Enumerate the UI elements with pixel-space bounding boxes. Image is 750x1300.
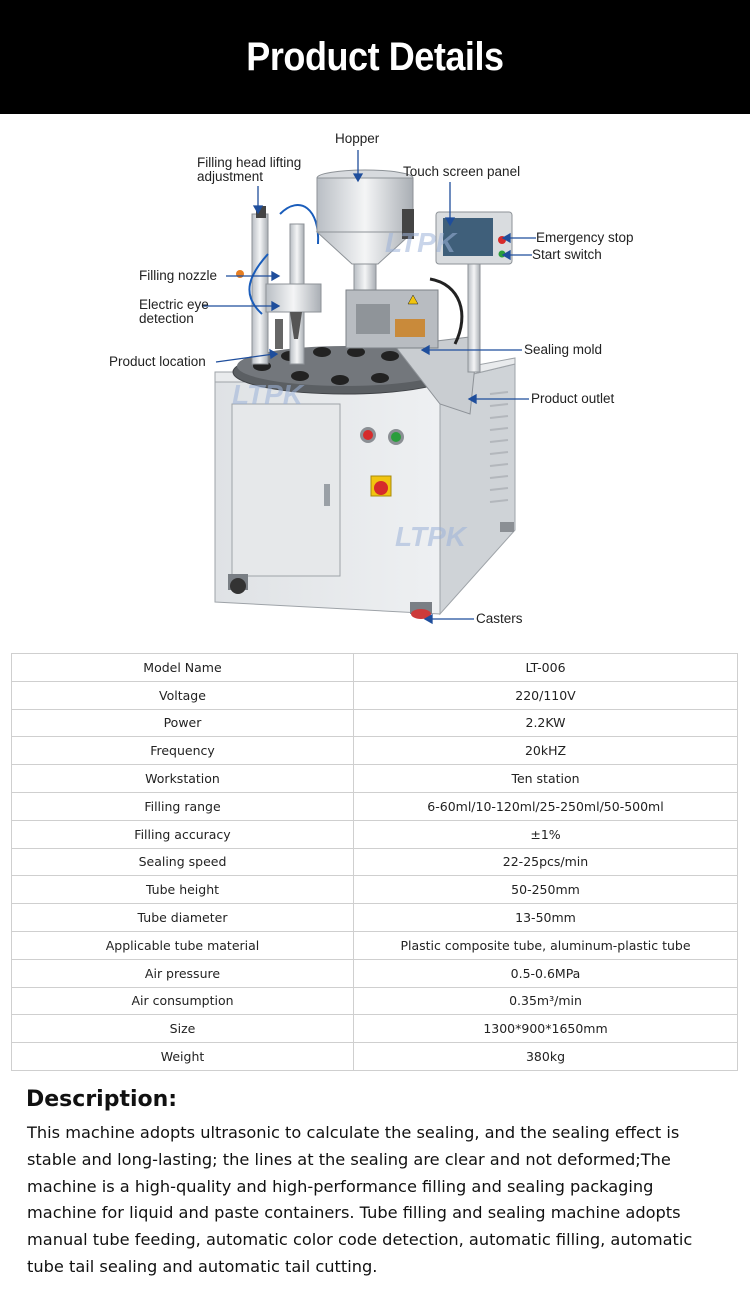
filling-head-assembly [236, 205, 321, 364]
table-row [12, 987, 738, 1015]
spec-value: 2.2KW [354, 709, 738, 737]
spec-value: 20kHZ [354, 737, 738, 765]
table-row [12, 792, 738, 820]
spec-key: Power [12, 709, 354, 737]
table-row [12, 904, 738, 932]
spec-table-body [12, 654, 738, 1071]
table-row [12, 737, 738, 765]
spec-value: 0.5-0.6MPa [354, 959, 738, 987]
spec-value: 6-60ml/10-120ml/25-250ml/50-500ml [354, 792, 738, 820]
table-row [12, 765, 738, 793]
spec-key: Air consumption [12, 987, 354, 1015]
machine-figure [0, 114, 750, 648]
spec-value: 50-250mm [354, 876, 738, 904]
table-row [12, 876, 738, 904]
spec-key: Tube diameter [12, 904, 354, 932]
spec-key: Air pressure [12, 959, 354, 987]
label-hopper: Hopper [335, 131, 380, 146]
spec-value: Plastic composite tube, aluminum-plastic tube [354, 931, 738, 959]
panel-red-button [360, 427, 376, 443]
label-filling-nozzle: Filling nozzle [139, 268, 218, 283]
machine-illustration [0, 114, 750, 648]
label-filling-head-line2: adjustment [197, 169, 264, 184]
table-row [12, 931, 738, 959]
table-row [12, 1043, 738, 1071]
panel-green-button [388, 429, 404, 445]
spec-key: Sealing speed [12, 848, 354, 876]
spec-value: 22-25pcs/min [354, 848, 738, 876]
spec-key: Workstation [12, 765, 354, 793]
spec-key: Tube height [12, 876, 354, 904]
spec-key: Voltage [12, 681, 354, 709]
spec-value: 13-50mm [354, 904, 738, 932]
spec-key: Frequency [12, 737, 354, 765]
table-row [12, 848, 738, 876]
label-filling-head-line1: Filling head lifting [197, 155, 302, 170]
label-start-switch: Start switch [532, 247, 602, 262]
label-sealing-mold: Sealing mold [524, 342, 603, 357]
description-text: This machine adopts ultrasonic to calculate the sealing, and the sealing effect is stable and long-lasting; the lines at the sealing are clear and not deformed;The machine is a high-quality and high-performance filling and sealing packaging machine for liquid and paste containers. Tube filling and sealing machine adopts manual tube feeding, automatic color code detection, automatic filling, automatic tube tail sealing and automatic tail cutting. [27, 1123, 693, 1276]
table-row [12, 1015, 738, 1043]
svg-text:LTPK: LTPK [385, 227, 457, 258]
label-product-location: Product location [109, 354, 206, 369]
spec-value: 220/110V [354, 681, 738, 709]
spec-value: Ten station [354, 765, 738, 793]
table-row [12, 654, 738, 682]
spec-table [11, 653, 738, 1071]
spec-value: 1300*900*1650mm [354, 1015, 738, 1043]
table-row [12, 820, 738, 848]
label-touch-screen: Touch screen panel [403, 164, 521, 179]
spec-value: LT-006 [354, 654, 738, 682]
svg-text:LTPK: LTPK [232, 379, 304, 410]
spec-key: Size [12, 1015, 354, 1043]
spec-key: Applicable tube material [12, 931, 354, 959]
spec-key: Model Name [12, 654, 354, 682]
description-title: Description: [26, 1087, 178, 1112]
spec-key: Weight [12, 1043, 354, 1071]
page-header [0, 0, 750, 114]
svg-text:LTPK: LTPK [395, 521, 467, 552]
spec-value: 380kg [354, 1043, 738, 1071]
table-row [12, 959, 738, 987]
spec-key: Filling accuracy [12, 820, 354, 848]
table-row [12, 681, 738, 709]
label-casters: Casters [476, 611, 523, 626]
table-row [12, 709, 738, 737]
spec-value: ±1% [354, 820, 738, 848]
label-product-outlet: Product outlet [531, 391, 615, 406]
page-title: Product Details [246, 34, 504, 79]
label-electric-eye-line1: Electric eye [139, 297, 209, 312]
spec-key: Filling range [12, 792, 354, 820]
spec-value: 0.35m³/min [354, 987, 738, 1015]
label-emergency-stop: Emergency stop [536, 230, 634, 245]
main-power-switch [371, 476, 391, 496]
label-electric-eye-line2: detection [139, 311, 194, 326]
